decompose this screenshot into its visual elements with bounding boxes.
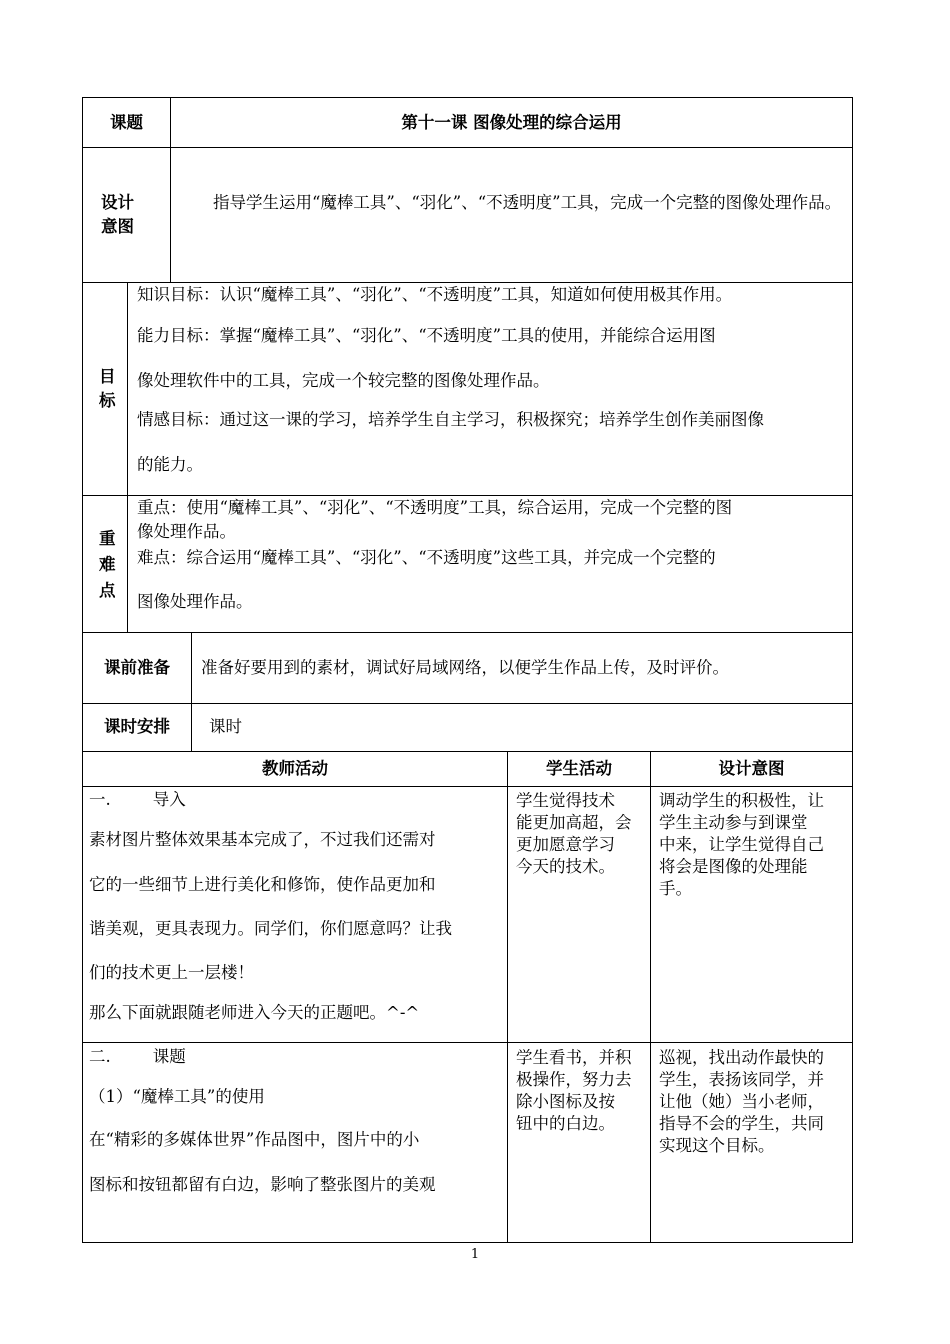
col-divider bbox=[507, 751, 508, 1243]
col-divider bbox=[127, 282, 128, 633]
section1-heading bbox=[89, 789, 186, 811]
row-divider bbox=[82, 786, 853, 787]
section1-teacher-line: 谐美观，更具表现力。同学们，你们愿意吗？让我 bbox=[89, 919, 452, 938]
section2-student-line: 极操作，努力去 bbox=[516, 1070, 632, 1089]
section2-heading bbox=[89, 1046, 186, 1068]
section1-intent-line: 将会是图像的处理能 bbox=[659, 857, 808, 876]
goals-label-line1: 目 bbox=[99, 367, 116, 386]
key-points-label bbox=[99, 526, 121, 604]
goal-line: 能力目标：掌握“魔棒工具”、“羽化”、“不透明度”工具的使用，并能综合运用图 bbox=[137, 326, 716, 345]
section2-heading-num: 二. bbox=[89, 1047, 111, 1066]
section1-intent-line: 调动学生的积极性，让 bbox=[659, 791, 824, 810]
intent-header: 设计意图 bbox=[718, 759, 785, 778]
section2-intent-line: 实现这个目标。 bbox=[659, 1136, 775, 1155]
section1-student-line: 今天的技术。 bbox=[516, 857, 615, 876]
goal-line: 的能力。 bbox=[137, 455, 203, 474]
section1-teacher-line: 它的一些细节上进行美化和修饰，使作品更加和 bbox=[89, 875, 436, 894]
row-divider bbox=[82, 282, 853, 283]
row-divider bbox=[82, 751, 853, 752]
key-point-line: 重点：使用“魔棒工具”、“羽化”、“不透明度”工具，综合运用，完成一个完整的图 bbox=[137, 498, 733, 517]
row-divider bbox=[82, 703, 853, 704]
section2-intent-line: 学生，表扬该同学，并 bbox=[659, 1070, 824, 1089]
key-point-line: 图像处理作品。 bbox=[137, 592, 253, 611]
section1-heading-num: 一. bbox=[89, 790, 111, 809]
prep-label: 课前准备 bbox=[104, 658, 170, 677]
section2-intent-line: 让他（她）当小老师， bbox=[659, 1092, 824, 1111]
key-points-label-line3: 点 bbox=[99, 581, 116, 600]
section1-student bbox=[516, 790, 646, 878]
row-divider bbox=[82, 147, 853, 148]
design-intent-label-line1: 设计 bbox=[101, 193, 134, 212]
goals-label-line2: 标 bbox=[99, 391, 116, 410]
section2-student-line: 钮中的白边。 bbox=[516, 1114, 615, 1133]
section1-heading-text: 导入 bbox=[152, 790, 186, 809]
goal-line: 像处理软件中的工具，完成一个较完整的图像处理作品。 bbox=[137, 371, 550, 390]
section1-intent-line: 中来，让学生觉得自己 bbox=[659, 835, 824, 854]
design-intent-label bbox=[101, 192, 151, 238]
key-point-line: 难点：综合运用“魔棒工具”、“羽化”、“不透明度”这些工具，并完成一个完整的 bbox=[137, 548, 716, 567]
key-points-label-line2: 难 bbox=[99, 555, 116, 574]
lesson-title: 第十一课 图像处理的综合运用 bbox=[401, 113, 622, 132]
design-intent-label-line2: 意图 bbox=[101, 217, 134, 236]
row-divider bbox=[82, 632, 853, 633]
section1-teacher-line: 们的技术更上一层楼！ bbox=[89, 963, 254, 982]
goal-line: 情感目标：通过这一课的学习，培养学生自主学习，积极探究；培养学生创作美丽图像 bbox=[137, 410, 764, 429]
section2-intent bbox=[659, 1047, 849, 1157]
teacher-activity-header: 教师活动 bbox=[262, 759, 328, 778]
section1-intent bbox=[659, 790, 849, 900]
section2-sub: （1）“魔棒工具”的使用 bbox=[89, 1087, 265, 1106]
section1-intent-line: 学生主动参与到课堂 bbox=[659, 813, 808, 832]
section1-student-line: 能更加高超，会 bbox=[516, 813, 632, 832]
design-intent-text: 指导学生运用“魔棒工具”、“羽化”、“不透明度”工具，完成一个完整的图像处理作品。 bbox=[213, 193, 842, 212]
table-border-right bbox=[852, 97, 853, 1243]
row-divider bbox=[82, 1042, 853, 1043]
section2-student-line: 学生看书，并积 bbox=[516, 1048, 632, 1067]
goal-line: 知识目标：认识“魔棒工具”、“羽化”、“不透明度”工具，知道如何使用极其作用。 bbox=[137, 285, 733, 304]
section1-teacher-line: 那么下面就跟随老师进入今天的正题吧。^-^ bbox=[89, 1003, 420, 1022]
goals-label bbox=[99, 366, 121, 412]
col-divider bbox=[650, 751, 651, 1243]
row-divider bbox=[82, 495, 853, 496]
section2-intent-line: 指导不会的学生，共同 bbox=[659, 1114, 824, 1133]
section1-teacher-line: 素材图片整体效果基本完成了，不过我们还需对 bbox=[89, 830, 436, 849]
section2-heading-text: 课题 bbox=[152, 1047, 186, 1066]
section2-student-line: 除小图标及按 bbox=[516, 1092, 615, 1111]
section2-intent-line: 巡视，找出动作最快的 bbox=[659, 1048, 824, 1067]
schedule-label: 课时安排 bbox=[104, 717, 170, 736]
key-point-line: 像处理作品。 bbox=[137, 522, 236, 541]
col-divider bbox=[191, 632, 192, 704]
col-divider bbox=[191, 703, 192, 752]
schedule-text: 课时 bbox=[209, 717, 242, 736]
lesson-title-label: 课题 bbox=[110, 113, 143, 132]
table-border-top bbox=[82, 97, 853, 98]
student-activity-header: 学生活动 bbox=[546, 759, 612, 778]
section1-student-line: 更加愿意学习 bbox=[516, 835, 615, 854]
page-number: 1 bbox=[470, 1247, 480, 1262]
section2-student bbox=[516, 1047, 646, 1135]
section1-student-line: 学生觉得技术 bbox=[516, 791, 615, 810]
section2-teacher-line: 图标和按钮都留有白边，影响了整张图片的美观 bbox=[89, 1175, 436, 1194]
prep-text: 准备好要用到的素材，调试好局域网络，以便学生作品上传，及时评价。 bbox=[201, 658, 729, 677]
table-border-bottom bbox=[82, 1242, 853, 1243]
key-points-label-line1: 重 bbox=[99, 529, 116, 548]
section2-teacher-line: 在“精彩的多媒体世界”作品图中，图片中的小 bbox=[89, 1130, 420, 1149]
section1-intent-line: 手。 bbox=[659, 879, 692, 898]
